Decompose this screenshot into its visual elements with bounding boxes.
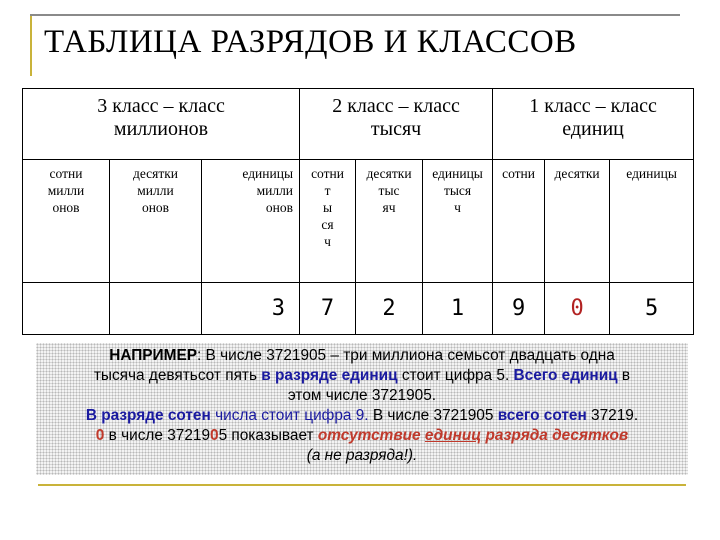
note-line-5: 0 в числе 3721905 показывает отсутствие единиц разряда десятков (95, 427, 629, 444)
decorative-horizontal-line (30, 14, 680, 16)
rank-header-row (23, 160, 694, 282)
note-line-2: тысяча девятьсот пять в разряде единиц стоит цифра 5. Всего единиц в (93, 367, 631, 384)
rank-hundreds-units: сотни (493, 160, 545, 282)
rank-hundreds-thousands: сотни т ы ся ч (300, 160, 356, 282)
page-title: ТАБЛИЦА РАЗРЯДОВ И КЛАССОВ (44, 24, 577, 60)
digit-cell: 5 (610, 282, 694, 335)
rank-tens-thousands: десятки тыс яч (356, 160, 423, 282)
rank-tens-millions: десятки милли онов (110, 160, 202, 282)
note-line-1: НАПРИМЕР: В числе 3721905 – три миллиона семьсот двадцать одна (109, 347, 615, 364)
class-thousands-line1: 2 класс – класс (332, 95, 460, 117)
digit-cell: 3 (202, 282, 300, 335)
class-millions-header (23, 89, 300, 160)
digit-cell: 9 (493, 282, 545, 335)
rank-tens-units: десятки (545, 160, 610, 282)
class-thousands-header (300, 89, 493, 160)
digit-cell (23, 282, 110, 335)
digit-cell (110, 282, 202, 335)
note-line-4: В разряде сотен числа стоит цифра 9. В числе 3721905 всего сотен 37219. (85, 407, 639, 424)
digit-cell: 1 (423, 282, 493, 335)
class-units-line2: единиц (562, 118, 624, 140)
example-note (36, 343, 688, 475)
rank-units-thousands: единицы тыся ч (423, 160, 493, 282)
digit-cell: 2 (356, 282, 423, 335)
class-header-row (23, 89, 694, 160)
digit-row (23, 282, 694, 335)
class-units-header (493, 89, 694, 160)
rank-hundreds-millions: сотни милли онов (23, 160, 110, 282)
class-units-line1: 1 класс – класс (529, 95, 657, 117)
note-line-3: этом числе 3721905. (287, 387, 437, 404)
digit-cell: 7 (300, 282, 356, 335)
note-line-6: (а не разряда!). (306, 447, 418, 464)
rank-units-millions: единицы милли онов (202, 160, 300, 282)
class-millions-line1: 3 класс – класс (97, 95, 225, 117)
ranks-classes-table (22, 88, 694, 335)
rank-units-units: единицы (610, 160, 694, 282)
decorative-bottom-line (38, 484, 686, 486)
class-thousands-line2: тысяч (370, 118, 422, 140)
class-millions-line2: миллионов (113, 118, 209, 140)
digit-cell: 0 (545, 282, 610, 335)
decorative-vertical-line (30, 14, 32, 76)
